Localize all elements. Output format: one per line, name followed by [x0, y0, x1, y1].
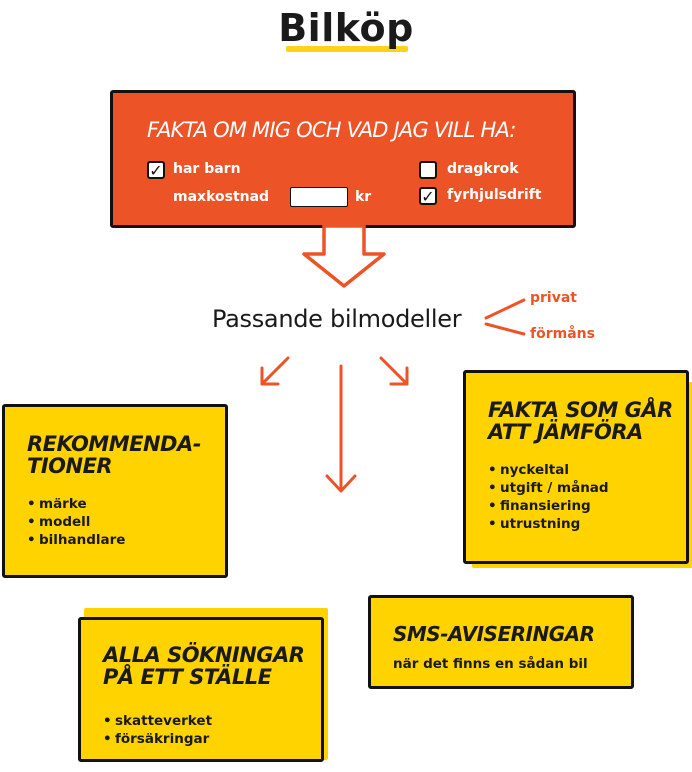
list-item: • bilhandlare — [27, 531, 125, 549]
list-item: • finansiering — [488, 497, 609, 515]
searches-list — [103, 712, 212, 748]
list-item: • utgift / månad — [488, 479, 609, 497]
sms-heading: SMS-AVISERINGAR — [393, 622, 595, 646]
arrow-down-icon — [327, 366, 355, 491]
recommendations-list — [27, 495, 125, 549]
maxcost-label: maxkostnad — [173, 189, 270, 205]
checkbox-har-barn[interactable]: ✓ — [147, 161, 165, 179]
list-item: • märke — [27, 495, 125, 513]
searches-heading: ALLA SÖKNINGAR PÅ ETT STÄLLE — [103, 643, 305, 690]
arrow-left-icon — [262, 358, 288, 384]
sms-box — [368, 595, 634, 689]
big-down-arrow-icon — [304, 226, 384, 286]
maxcost-unit: kr — [355, 189, 372, 205]
list-item: • utrustning — [488, 515, 609, 533]
option-label-dragkrok: dragkrok — [447, 161, 519, 177]
checkbox-fyrhjulsdrift[interactable]: ✓ — [419, 187, 437, 205]
facts-heading: FAKTA OM MIG OCH VAD JAG VILL HA: — [147, 118, 516, 142]
branch-line-formans — [486, 324, 524, 334]
searches-box — [78, 617, 324, 762]
branch-line-privat — [486, 300, 524, 318]
sms-text: när det finns en sådan bil — [393, 656, 588, 672]
arrow-right-icon — [381, 358, 407, 384]
list-item: • försäkringar — [103, 730, 212, 748]
center-label: Passande bilmodeller — [212, 305, 462, 333]
page-title: Bilköp — [278, 6, 414, 50]
recommendations-heading — [27, 433, 223, 477]
option-label-har-barn: har barn — [173, 161, 241, 177]
compare-heading: FAKTA SOM GÅR ATT JÄMFÖRA — [488, 398, 673, 445]
list-item: • skatteverket — [103, 712, 212, 730]
list-item: • nyckeltal — [488, 461, 609, 479]
branch-label-privat: privat — [530, 290, 577, 306]
compare-list — [488, 461, 609, 533]
compare-box — [463, 370, 689, 564]
list-item: • modell — [27, 513, 125, 531]
recommendations-heading-text: REKOMMENDA-TIONER — [27, 432, 201, 479]
option-label-fyrhjulsdrift: fyrhjulsdrift — [447, 187, 542, 203]
branch-label-formans: förmåns — [530, 326, 595, 342]
recommendations-box — [2, 404, 228, 578]
